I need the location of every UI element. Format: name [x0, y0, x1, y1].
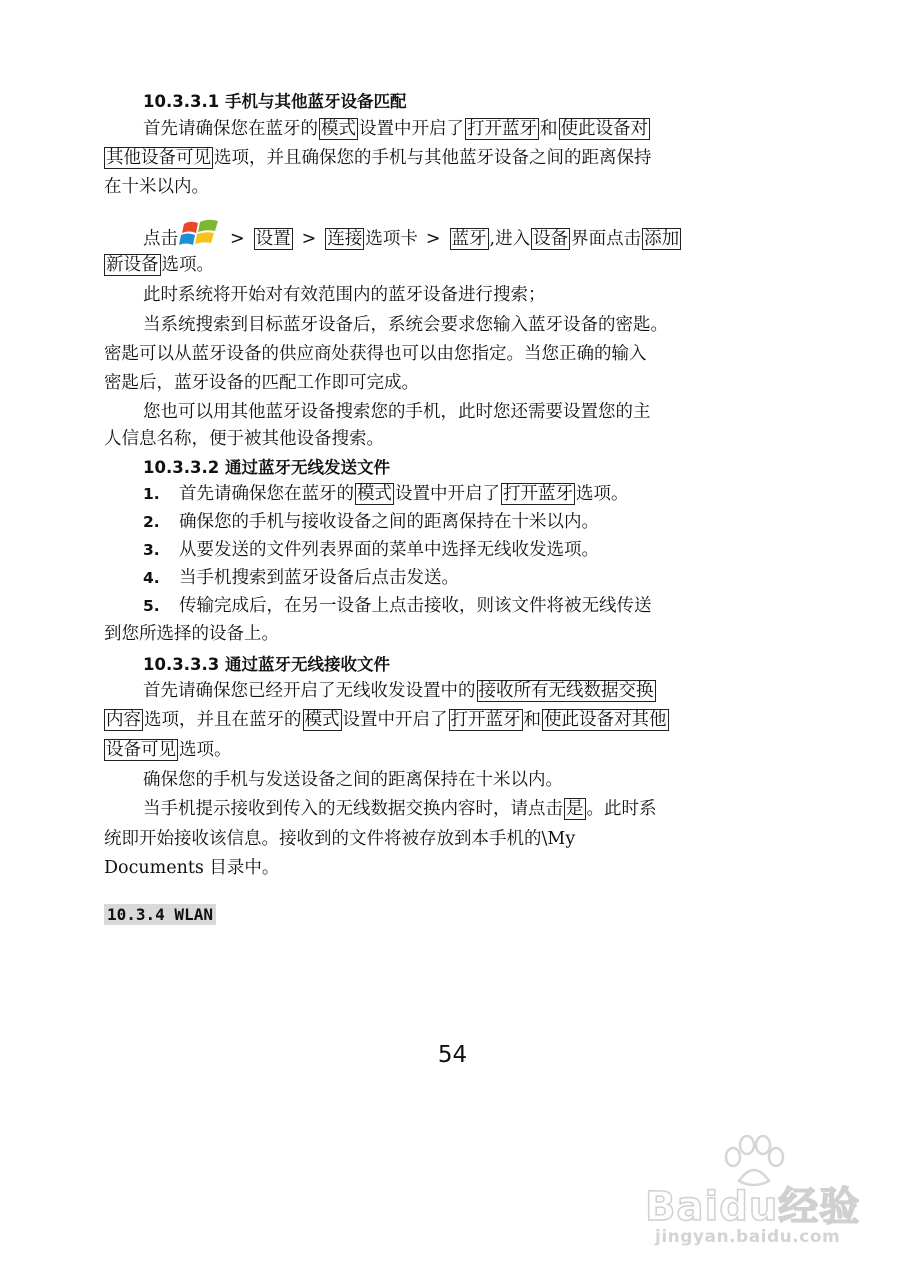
make-visible-box-part1: 使此设备对其他	[544, 710, 667, 730]
make-visible-box-part2: 设备可见	[106, 740, 176, 760]
s3-p3-line1: 当手机提示接收到传入的无线数据交换内容时，请点击 是 。此时系	[143, 799, 657, 819]
make-visible-box-part2: 其他设备可见	[106, 148, 211, 168]
s1-p4-line2: 密匙可以从蓝牙设备的供应商处获得也可以由您指定。当您正确的输入	[104, 344, 647, 364]
windows-start-icon	[178, 214, 222, 250]
add-device-box-part1: 添加	[644, 229, 680, 249]
s3-p3-line2: 统即开始接收该信息。接收到的文件将被存放到本手机的\My	[104, 829, 576, 849]
turn-on-bluetooth-box: 打开蓝牙	[467, 119, 537, 139]
s2-item-4: 4. 当手机搜索到蓝牙设备后点击发送。	[143, 568, 459, 588]
devices-box: 设备	[533, 229, 569, 249]
turn-on-bluetooth-box: 打开蓝牙	[503, 484, 573, 504]
s1-p2-line1: 点击 > 设置 > 连接 选项卡 > 蓝牙 ,进入 设备 界面点击 添加	[143, 214, 763, 251]
s2-item-1: 1. 首先请确保您在蓝牙的 模式 设置中开启了 打开蓝牙 选项。	[143, 484, 629, 504]
make-visible-box-part1: 使此设备对	[560, 119, 648, 139]
s1-p5-line2: 人信息名称，便于被其他设备搜索。	[104, 429, 384, 449]
s1-p2-line2: 新设备 选项。	[106, 255, 214, 275]
mode-option-box: 模式	[321, 119, 356, 139]
watermark-url: jingyan.baidu.com	[655, 1227, 841, 1247]
s3-p1-line2: 内容 选项，并且在蓝牙的 模式 设置中开启了 打开蓝牙 和 使此设备对其他	[106, 710, 667, 730]
s3-p1-line3: 设备可见 选项。	[106, 740, 232, 760]
s2-item-2: 2. 确保您的手机与接收设备之间的距离保持在十米以内。	[143, 512, 599, 532]
s2-item-5: 5. 传输完成后，在另一设备上点击接收，则该文件将被无线传送	[143, 596, 652, 616]
receive-all-box-part1: 接收所有无线数据交换	[478, 681, 654, 701]
receive-all-box-part2: 内容	[106, 710, 141, 730]
page-number: 54	[437, 1042, 468, 1068]
s1-p1-line2: 其他设备可见 选项，并且确保您的手机与其他蓝牙设备之间的距离保持	[106, 148, 652, 168]
baidu-watermark	[645, 1135, 875, 1255]
add-device-box-part2: 新设备	[106, 255, 159, 275]
s3-p1-line1: 首先请确保您已经开启了无线收发设置中的 接收所有无线数据交换	[143, 681, 654, 701]
yes-box: 是	[566, 799, 584, 819]
mode-option-box: 模式	[357, 484, 392, 504]
s2-item-5-cont: 到您所选择的设备上。	[104, 624, 279, 644]
s1-p4-line3: 密匙后，蓝牙设备的匹配工作即可完成。	[104, 373, 419, 393]
s2-item-3: 3. 从要发送的文件列表界面的菜单中选择无线收发选项。	[143, 540, 599, 560]
heading-10-3-3-1: 10.3.3.1 手机与其他蓝牙设备匹配	[143, 92, 407, 111]
s1-p4-line1: 当系统搜索到目标蓝牙设备后，系统会要求您输入蓝牙设备的密匙。	[143, 315, 668, 335]
bluetooth-box: 蓝牙	[451, 229, 487, 249]
connections-box: 连接	[327, 229, 363, 249]
s1-p1-line1: 首先请确保您在蓝牙的 模式 设置中开启了 打开蓝牙 和 使此设备对	[143, 119, 648, 139]
mode-option-box: 模式	[304, 710, 340, 730]
heading-10-3-3-3: 10.3.3.3 通过蓝牙无线接收文件	[143, 655, 390, 674]
section-heading-wlan: 10.3.4 WLAN	[104, 904, 216, 925]
settings-box: 设置	[255, 229, 291, 249]
s1-p5-line1: 您也可以用其他蓝牙设备搜索您的手机，此时您还需要设置您的主	[143, 402, 651, 422]
watermark-brand: Baidu经验	[645, 1184, 861, 1230]
s3-p2: 确保您的手机与发送设备之间的距离保持在十米以内。	[143, 770, 563, 790]
heading-10-3-3-2: 10.3.3.2 通过蓝牙无线发送文件	[143, 458, 390, 477]
turn-on-bluetooth-box: 打开蓝牙	[450, 710, 521, 730]
s1-p3: 此时系统将开始对有效范围内的蓝牙设备进行搜索；	[143, 285, 546, 305]
s3-p3-line3: Documents 目录中。	[104, 858, 280, 878]
s1-p1-line3: 在十米以内。	[104, 177, 209, 197]
